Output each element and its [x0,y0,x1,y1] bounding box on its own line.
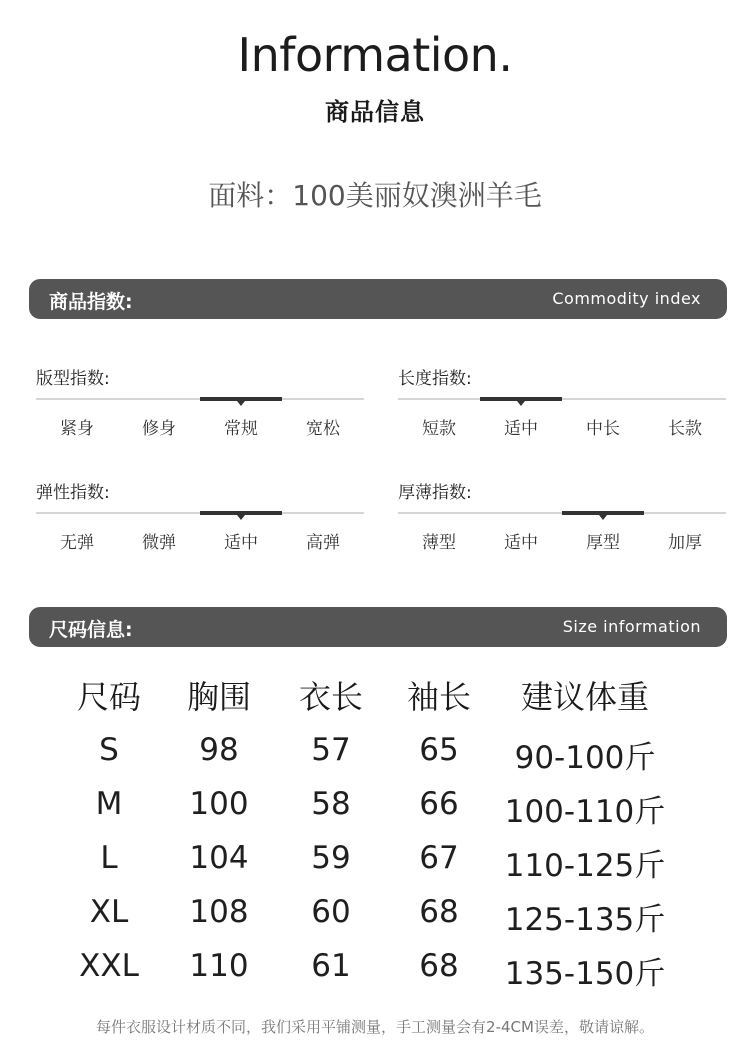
page-title-cn: 商品信息 [325,98,425,126]
index-pointer-icon [599,515,607,520]
size-table-row [55,732,695,786]
index-option: 薄型 [422,533,456,553]
size-info-bar [29,607,727,647]
thickness-index-label: 厚薄指数: [398,483,472,503]
fit-index-label: 版型指数: [36,369,110,389]
index-option: 长款 [668,419,702,439]
fabric-info: 面料：100美丽奴澳洲羊毛 [208,179,542,212]
size-cell: 60 [311,894,351,930]
index-pointer-icon [237,401,245,406]
size-table-row [55,840,695,894]
size-cell: 66 [419,786,459,822]
size-table-row [55,894,695,948]
index-track [398,398,726,400]
size-cell: 61 [311,948,351,984]
size-cell: 57 [311,732,351,768]
size-cell: 110 [189,948,249,984]
size-cell: 110-125斤 [504,848,666,884]
size-cell: XXL [79,948,139,984]
index-option: 适中 [224,533,258,553]
size-cell: 100-110斤 [504,794,666,830]
size-cell: 135-150斤 [504,956,666,992]
size-cell: 68 [419,948,459,984]
size-cell: 68 [419,894,459,930]
size-cell: 125-135斤 [504,902,666,938]
elasticity-index-label: 弹性指数: [36,483,110,503]
index-option: 高弹 [306,533,340,553]
length-index-label: 长度指数: [398,369,472,389]
size-cell: 59 [311,840,351,876]
size-table-row [55,948,695,1002]
index-option: 微弹 [142,533,176,553]
size-cell: 65 [419,732,459,768]
index-option: 适中 [504,533,538,553]
size-cell: 104 [189,840,249,876]
commodity-index-subtitle: Commodity index [552,289,701,308]
index-option: 无弹 [60,533,94,553]
index-pointer-icon [237,515,245,520]
index-option: 短款 [422,419,456,439]
index-option: 常规 [224,419,258,439]
size-cell: 58 [311,786,351,822]
size-cell: 98 [199,732,239,768]
size-cell: M [95,786,123,822]
size-table-header [55,672,695,726]
index-option: 紧身 [60,419,94,439]
index-option: 修身 [142,419,176,439]
size-header-cell: 胸围 [186,678,251,716]
size-header-cell: 袖长 [406,678,471,716]
size-cell: 90-100斤 [514,740,656,776]
size-header-cell: 建议体重 [520,678,649,716]
size-table-row [55,786,695,840]
size-cell: 100 [189,786,249,822]
index-option: 适中 [504,419,538,439]
size-cell: 108 [189,894,249,930]
page-title-en: Information. [237,28,513,82]
index-option: 宽松 [306,419,340,439]
size-header-cell: 衣长 [298,678,363,716]
size-cell: XL [89,894,129,930]
commodity-index-title: 商品指数: [49,291,133,313]
size-cell: L [100,840,118,876]
size-header-cell: 尺码 [76,678,141,716]
index-pointer-icon [517,401,525,406]
size-info-title: 尺码信息: [49,619,133,641]
index-option: 中长 [586,419,620,439]
size-cell: S [99,732,119,768]
footnote: 每件衣服设计材质不同，我们采用平铺测量，手工测量会有2-4CM误差，敬请谅解。 [96,1018,654,1036]
size-cell: 67 [419,840,459,876]
index-option: 厚型 [586,533,620,553]
size-info-subtitle: Size information [562,617,701,636]
index-option: 加厚 [668,533,702,553]
commodity-index-bar [29,279,727,319]
